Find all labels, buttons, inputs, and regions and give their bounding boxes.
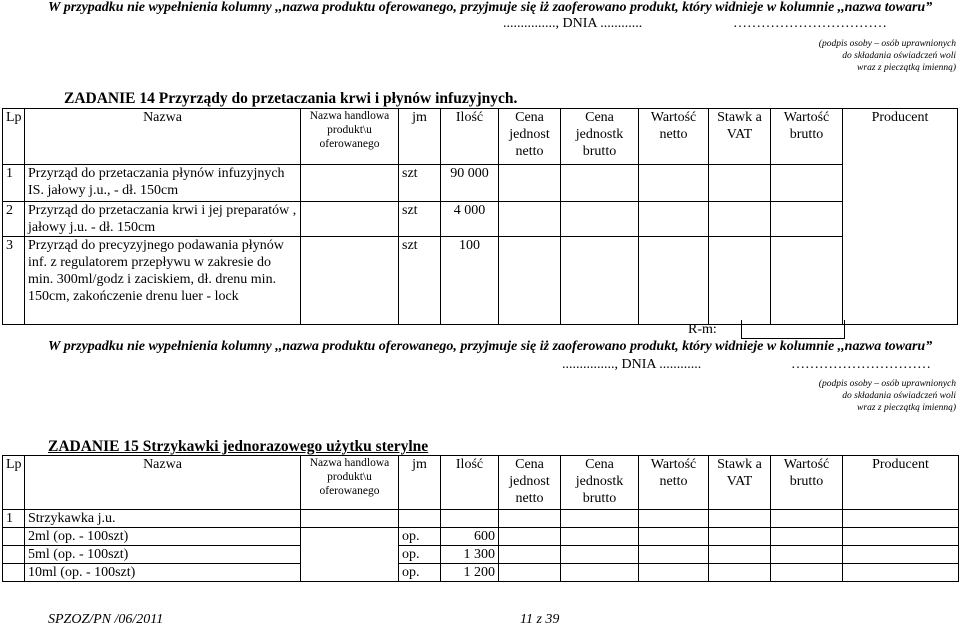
row-ilosc bbox=[441, 510, 499, 528]
header-ilosc: Ilość bbox=[441, 109, 499, 165]
row-nazwa: Przyrząd do precyzyjnego podawania płynów inf. z regulatorem przepływu w zakresie do min. 300ml/godz i zaciskiem, dł. drenu min. 150cm, zakończenie drenu luer - lock bbox=[25, 237, 301, 325]
row-stawka-cell[interactable] bbox=[709, 510, 771, 528]
signature-dots-top: …………………………… bbox=[733, 16, 887, 31]
table-header-row bbox=[3, 456, 959, 510]
row-handlowa-cell[interactable] bbox=[301, 546, 399, 564]
row-cena-netto-cell[interactable] bbox=[499, 564, 561, 582]
row-jm bbox=[399, 510, 441, 528]
row-cena-netto-cell[interactable] bbox=[499, 510, 561, 528]
header-nazwa: Nazwa bbox=[25, 456, 301, 510]
row-ilosc: 90 000 bbox=[441, 165, 499, 202]
sig-line-1: (podpis osoby – osób uprawnionych bbox=[818, 379, 956, 389]
row-wartosc-netto-cell[interactable] bbox=[639, 546, 709, 564]
row-cena-netto-cell[interactable] bbox=[499, 546, 561, 564]
row-producent-cell[interactable] bbox=[843, 564, 959, 582]
row-stawka-cell[interactable] bbox=[709, 202, 771, 237]
header-wartosc-netto: Wartość netto bbox=[639, 109, 709, 165]
header-producent: Producent bbox=[843, 109, 958, 325]
signature-dots-middle: ………………………… bbox=[791, 357, 931, 372]
row-handlowa-cell[interactable] bbox=[301, 202, 399, 237]
date-line-middle: ..............., DNIA ............ bbox=[562, 357, 702, 372]
sig-line-1: (podpis osoby – osób uprawnionych bbox=[818, 39, 956, 49]
row-jm: op. bbox=[399, 528, 441, 546]
header-wartosc-netto: Wartość netto bbox=[639, 456, 709, 510]
row-handlowa-cell[interactable] bbox=[301, 510, 399, 528]
table-zadanie-15 bbox=[2, 455, 959, 582]
row-cena-brutto-cell[interactable] bbox=[561, 202, 639, 237]
row-handlowa-cell[interactable] bbox=[301, 165, 399, 202]
row-lp bbox=[3, 546, 25, 564]
notice-text-middle: W przypadku nie wypełnienia kolumny ,,nazwa produktu oferowanego, przyjmuje się iż zaoferowano produkt, który widnieje w kolumnie ,,nazwa towaru” bbox=[48, 339, 933, 354]
row-wartosc-brutto-cell[interactable] bbox=[771, 202, 843, 237]
section-15-title: ZADANIE 15 Strzykawki jednorazowego użytku sterylne bbox=[48, 438, 429, 455]
row-ilosc: 4 000 bbox=[441, 202, 499, 237]
table-row bbox=[3, 237, 843, 325]
header-jm: jm bbox=[399, 456, 441, 510]
row-nazwa: Przyrząd do przetaczania krwi i jej preparatów , jałowy j.u. - dł. 150cm bbox=[25, 202, 301, 237]
row-cena-brutto-cell[interactable] bbox=[561, 237, 639, 325]
table-row bbox=[3, 564, 959, 582]
header-cena-brutto: Cena jednostk brutto bbox=[561, 109, 639, 165]
row-nazwa: Przyrząd do przetaczania płynów infuzyjnych IS. jałowy j.u., - dł. 150cm bbox=[25, 165, 301, 202]
row-wartosc-brutto-cell[interactable] bbox=[771, 510, 843, 528]
row-nazwa: Strzykawka j.u. bbox=[25, 510, 301, 528]
header-wartosc-brutto: Wartość brutto bbox=[771, 109, 843, 165]
footer-page-number: 11 z 39 bbox=[520, 612, 560, 627]
row-wartosc-netto-cell[interactable] bbox=[639, 165, 709, 202]
row-wartosc-brutto-cell[interactable] bbox=[771, 237, 843, 325]
header-nazwa-handlowa: Nazwa handlowa produkt\u oferowanego bbox=[301, 109, 399, 165]
row-stawka-cell[interactable] bbox=[709, 528, 771, 546]
sig-line-2: do składania oświadczeń woli bbox=[842, 51, 956, 61]
signature-caption-top bbox=[819, 38, 956, 74]
row-wartosc-netto-cell[interactable] bbox=[639, 564, 709, 582]
row-wartosc-brutto-cell[interactable] bbox=[771, 546, 843, 564]
row-ilosc: 1 200 bbox=[441, 564, 499, 582]
header-jm: jm bbox=[399, 109, 441, 165]
header-cena-netto: Cena jednost netto bbox=[499, 109, 561, 165]
row-handlowa-cell[interactable] bbox=[301, 237, 399, 325]
table-row bbox=[3, 165, 843, 202]
row-cena-netto-cell[interactable] bbox=[499, 165, 561, 202]
row-producent-cell[interactable] bbox=[843, 546, 959, 564]
row-cena-brutto-cell[interactable] bbox=[561, 564, 639, 582]
table-header-row bbox=[3, 109, 843, 165]
row-handlowa-cell[interactable] bbox=[301, 528, 399, 546]
row-cena-netto-cell[interactable] bbox=[499, 202, 561, 237]
row-producent-cell[interactable] bbox=[843, 510, 959, 528]
row-lp bbox=[3, 528, 25, 546]
signature-caption-middle bbox=[819, 378, 956, 414]
row-wartosc-brutto-cell[interactable] bbox=[771, 564, 843, 582]
row-producent-cell[interactable] bbox=[843, 528, 959, 546]
row-cena-brutto-cell[interactable] bbox=[561, 546, 639, 564]
row-jm: op. bbox=[399, 564, 441, 582]
row-nazwa: 10ml (op. - 100szt) bbox=[25, 564, 301, 582]
row-ilosc: 100 bbox=[441, 237, 499, 325]
header-stawka-vat: Stawk a VAT bbox=[709, 456, 771, 510]
row-ilosc: 600 bbox=[441, 528, 499, 546]
row-lp: 1 bbox=[3, 510, 25, 528]
row-jm: szt bbox=[399, 165, 441, 202]
row-lp: 2 bbox=[3, 202, 25, 237]
header-nazwa: Nazwa bbox=[25, 109, 301, 165]
section-14-title: ZADANIE 14 Przyrządy do przetaczania krwi i płynów infuzyjnych. bbox=[64, 90, 518, 107]
row-cena-brutto-cell[interactable] bbox=[561, 165, 639, 202]
table-row bbox=[3, 510, 959, 528]
row-cena-brutto-cell[interactable] bbox=[561, 510, 639, 528]
row-cena-brutto-cell[interactable] bbox=[561, 528, 639, 546]
row-wartosc-brutto-cell[interactable] bbox=[771, 165, 843, 202]
rm-value-box[interactable] bbox=[741, 320, 845, 339]
date-line-top: ..............., DNIA ............ bbox=[503, 16, 643, 31]
header-wartosc-brutto: Wartość brutto bbox=[771, 456, 843, 510]
header-lp: Lp bbox=[3, 456, 25, 510]
row-stawka-cell[interactable] bbox=[709, 237, 771, 325]
row-lp: 3 bbox=[3, 237, 25, 325]
row-wartosc-netto-cell[interactable] bbox=[639, 528, 709, 546]
footer-document-id: SPZOZ/PN /06/2011 bbox=[48, 612, 164, 627]
table-row bbox=[3, 528, 959, 546]
table-row bbox=[3, 202, 843, 237]
row-handlowa-cell[interactable] bbox=[301, 564, 399, 582]
rm-label: R-m: bbox=[688, 322, 717, 337]
row-jm: szt bbox=[399, 202, 441, 237]
header-stawka-vat: Stawk a VAT bbox=[709, 109, 771, 165]
row-wartosc-netto-cell[interactable] bbox=[639, 510, 709, 528]
row-wartosc-netto-cell[interactable] bbox=[639, 237, 709, 325]
row-jm: szt bbox=[399, 237, 441, 325]
row-stawka-cell[interactable] bbox=[709, 564, 771, 582]
header-lp: Lp bbox=[3, 109, 25, 165]
row-jm: op. bbox=[399, 546, 441, 564]
sig-line-3: wraz z pieczątką imienną) bbox=[857, 403, 956, 413]
notice-text-top: W przypadku nie wypełnienia kolumny ,,nazwa produktu oferowanego, przyjmuje się iż zaoferowano produkt, który widnieje w kolumnie ,,nazwa towaru” bbox=[48, 0, 933, 15]
table-zadanie-14 bbox=[2, 108, 843, 325]
producent-column-14 bbox=[842, 108, 958, 325]
header-cena-netto: Cena jednost netto bbox=[499, 456, 561, 510]
row-cena-netto-cell[interactable] bbox=[499, 528, 561, 546]
header-nazwa-handlowa: Nazwa handlowa produkt\u oferowanego bbox=[301, 456, 399, 510]
row-lp bbox=[3, 564, 25, 582]
row-nazwa: 2ml (op. - 100szt) bbox=[25, 528, 301, 546]
row-stawka-cell[interactable] bbox=[709, 165, 771, 202]
row-wartosc-netto-cell[interactable] bbox=[639, 202, 709, 237]
row-lp: 1 bbox=[3, 165, 25, 202]
row-stawka-cell[interactable] bbox=[709, 546, 771, 564]
row-cena-netto-cell[interactable] bbox=[499, 237, 561, 325]
table-row bbox=[3, 546, 959, 564]
header-producent: Producent bbox=[843, 456, 959, 510]
sig-line-3: wraz z pieczątką imienną) bbox=[857, 63, 956, 73]
header-cena-brutto: Cena jednostk brutto bbox=[561, 456, 639, 510]
row-ilosc: 1 300 bbox=[441, 546, 499, 564]
row-wartosc-brutto-cell[interactable] bbox=[771, 528, 843, 546]
sig-line-2: do składania oświadczeń woli bbox=[842, 391, 956, 401]
header-ilosc: Ilość bbox=[441, 456, 499, 510]
row-nazwa: 5ml (op. - 100szt) bbox=[25, 546, 301, 564]
